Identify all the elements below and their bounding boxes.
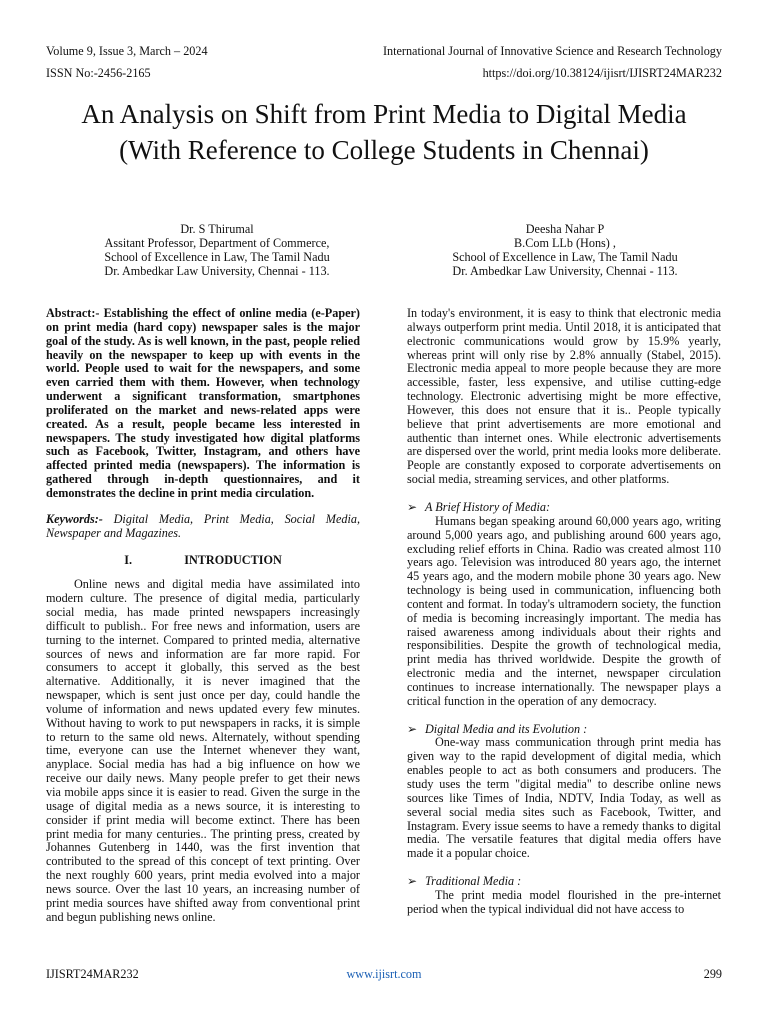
- journal-name: International Journal of Innovative Science and Research Technology: [382, 44, 722, 58]
- author-affiliation: School of Excellence in Law, The Tamil Nadu: [452, 250, 678, 264]
- section-heading: [46, 554, 360, 568]
- keywords-text: Digital Media, Print Media, Social Media, Newspaper and Magazines.: [46, 511, 360, 540]
- subsection-heading: [407, 723, 721, 737]
- abstract: Abstract:- Establishing the effect of online media (e-Paper) on print media (hard copy) newspaper sales is the major goal of the study. As is well known, in the past, people relied heavily on the newspaper to keep up with events in the world. People used to wait for the newspapers, and some even carried them with them. However, when technology underwent a significant transformation, smartphones proliferated on the market and news-related apps were created. As a result, people became less interested in newspapers. The study investigated how digital platforms such as Facebook, Twitter, Instagram, and others have affected printed media (newspapers). The information is gathered through in-depth questionnaires, and it demonstrates the decline in print media circulation.: [46, 306, 360, 500]
- right-column: [407, 307, 721, 917]
- subsection-title: Digital Media and its Evolution :: [425, 721, 588, 736]
- doi-link[interactable]: https://doi.org/10.38124/ijisrt/IJISRT24MAR232: [482, 66, 722, 80]
- arrow-bullet-icon: ➢: [407, 721, 418, 736]
- footer-paper-id: IJISRT24MAR232: [46, 967, 139, 981]
- keywords: [46, 513, 360, 541]
- subsection-title: Traditional Media :: [425, 874, 522, 889]
- section-title: INTRODUCTION: [184, 552, 282, 567]
- author-block-1: [47, 222, 387, 278]
- introduction-paragraph: Online news and digital media have assimilated into modern culture. The presence of digital media, particularly social media, has made printed newspapers increasingly difficult to publish.. For free news and information, users are turning to the internet. Compared to printed media, alternative sources of news and information are far more rapid. For consumers to accept it globally, this served as the best alternative. Additionally, it is never imagined that the newspaper, which is sent just once per day, could handle the volume of information and news updated every few minutes. Without having to work to put newspapers in racks, it is simple to return to the same old news. Alternately, without spending time, everyone can use the Internet whenever they want, anyplace. Social media has had a big influence on how we receive our daily news. Many people prefer to get their news via mobile apps since it is easier to read. Given the surge in the usage of digital media as a news source, it is interesting to consider if print media will become extinct. There has been print media for many centuries.. The printing press, created by Johannes Gutenberg in 1440, was the first invention that contributed to the spread of this concept of text printing. Over the next roughly 600 years, print media evolved into a major news source. Over the last 10 years, an increasing number of print media sources have shifted away from conventional print and begun publishing news online.: [46, 577, 360, 924]
- paper-title: An Analysis on Shift from Print Media to Digital Media (With Reference to College Students in Chennai): [81, 99, 687, 165]
- subsection-paragraph: One-way mass communication through print media has given way to the rapid development of digital media, which enables people to act as both consumers and producers. The study uses the term "digital media" to describe online news sources like Times of India, NDTV, India Today, as well as several social media sites such as Facebook, Twitter, and Instagram. Every issue seems to have a remedy thanks to digital media. The versatile features that digital media offers have made it a popular choice.: [407, 735, 721, 861]
- subsection-heading: [407, 501, 721, 515]
- author-affiliation: B.Com LLb (Hons) ,: [514, 236, 616, 250]
- author-affiliation: Dr. Ambedkar Law University, Chennai - 113.: [104, 264, 330, 278]
- right-intro-paragraph: In today's environment, it is easy to think that electronic media always outperform print media. Until 2018, it is anticipated that electronic communications would grow by 15.9% yearly, whereas print will only rise by 2.8% annually (Stabel, 2015). Electronic media appeal to more people because they are more accessible, faster, less expensive, and utilise cutting-edge technology. Electronic advertising might be more effective, However, this does not ensure that it is.. People typically believe that print advertisements are more emotional and authentic than internet ones. While electronic advertisements are dispersed over the world, print media looks more deliberate. People are constantly exposed to corporate advertisements on social media, streaming services, and other platforms.: [407, 306, 721, 487]
- arrow-bullet-icon: ➢: [407, 874, 418, 889]
- volume-info: Volume 9, Issue 3, March – 2024: [46, 44, 208, 58]
- keywords-label: Keywords:-: [46, 511, 103, 526]
- section-number: I.: [124, 552, 133, 567]
- subsection-paragraph: Humans began speaking around 60,000 years ago, writing around 5,000 years ago, and publishing around 600 years ago, excluding relief efforts in China. Radio was created almost 110 years ago. Television was introduced 80 years ago, the internet 45 years ago, and the modern mobile phone 30 years ago. New technology is being used in communication, influencing both content and format. In today's ultramodern society, the function of media is becoming increasingly important. The media has raised awareness among individuals about their rights and responsibilities. Despite the growth of technological media, print media has thrived worldwide. Despite the growth of electronic media and the internet, newspaper circulation continues to increase internationally. The newspaper plays a critical function in the operation of any democracy.: [407, 513, 721, 708]
- author-name: Dr. S Thirumal: [180, 222, 254, 236]
- page-number: 299: [703, 967, 722, 981]
- author-name: Deesha Nahar P: [525, 222, 605, 236]
- author-affiliation: Dr. Ambedkar Law University, Chennai - 113.: [452, 264, 678, 278]
- issn: ISSN No:-2456-2165: [46, 66, 151, 80]
- left-column: [46, 307, 360, 924]
- author-affiliation: School of Excellence in Law, The Tamil Nadu: [104, 250, 330, 264]
- subsection-paragraph: The print media model flourished in the pre-internet period when the typical individual did not have access to: [407, 887, 721, 916]
- arrow-bullet-icon: ➢: [407, 499, 418, 514]
- subsection-title: A Brief History of Media:: [425, 499, 551, 514]
- subsection-heading: [407, 875, 721, 889]
- author-block-2: [395, 222, 735, 278]
- footer-website-link[interactable]: www.ijisrt.com: [346, 967, 422, 981]
- author-affiliation: Assitant Professor, Department of Commerce,: [104, 236, 330, 250]
